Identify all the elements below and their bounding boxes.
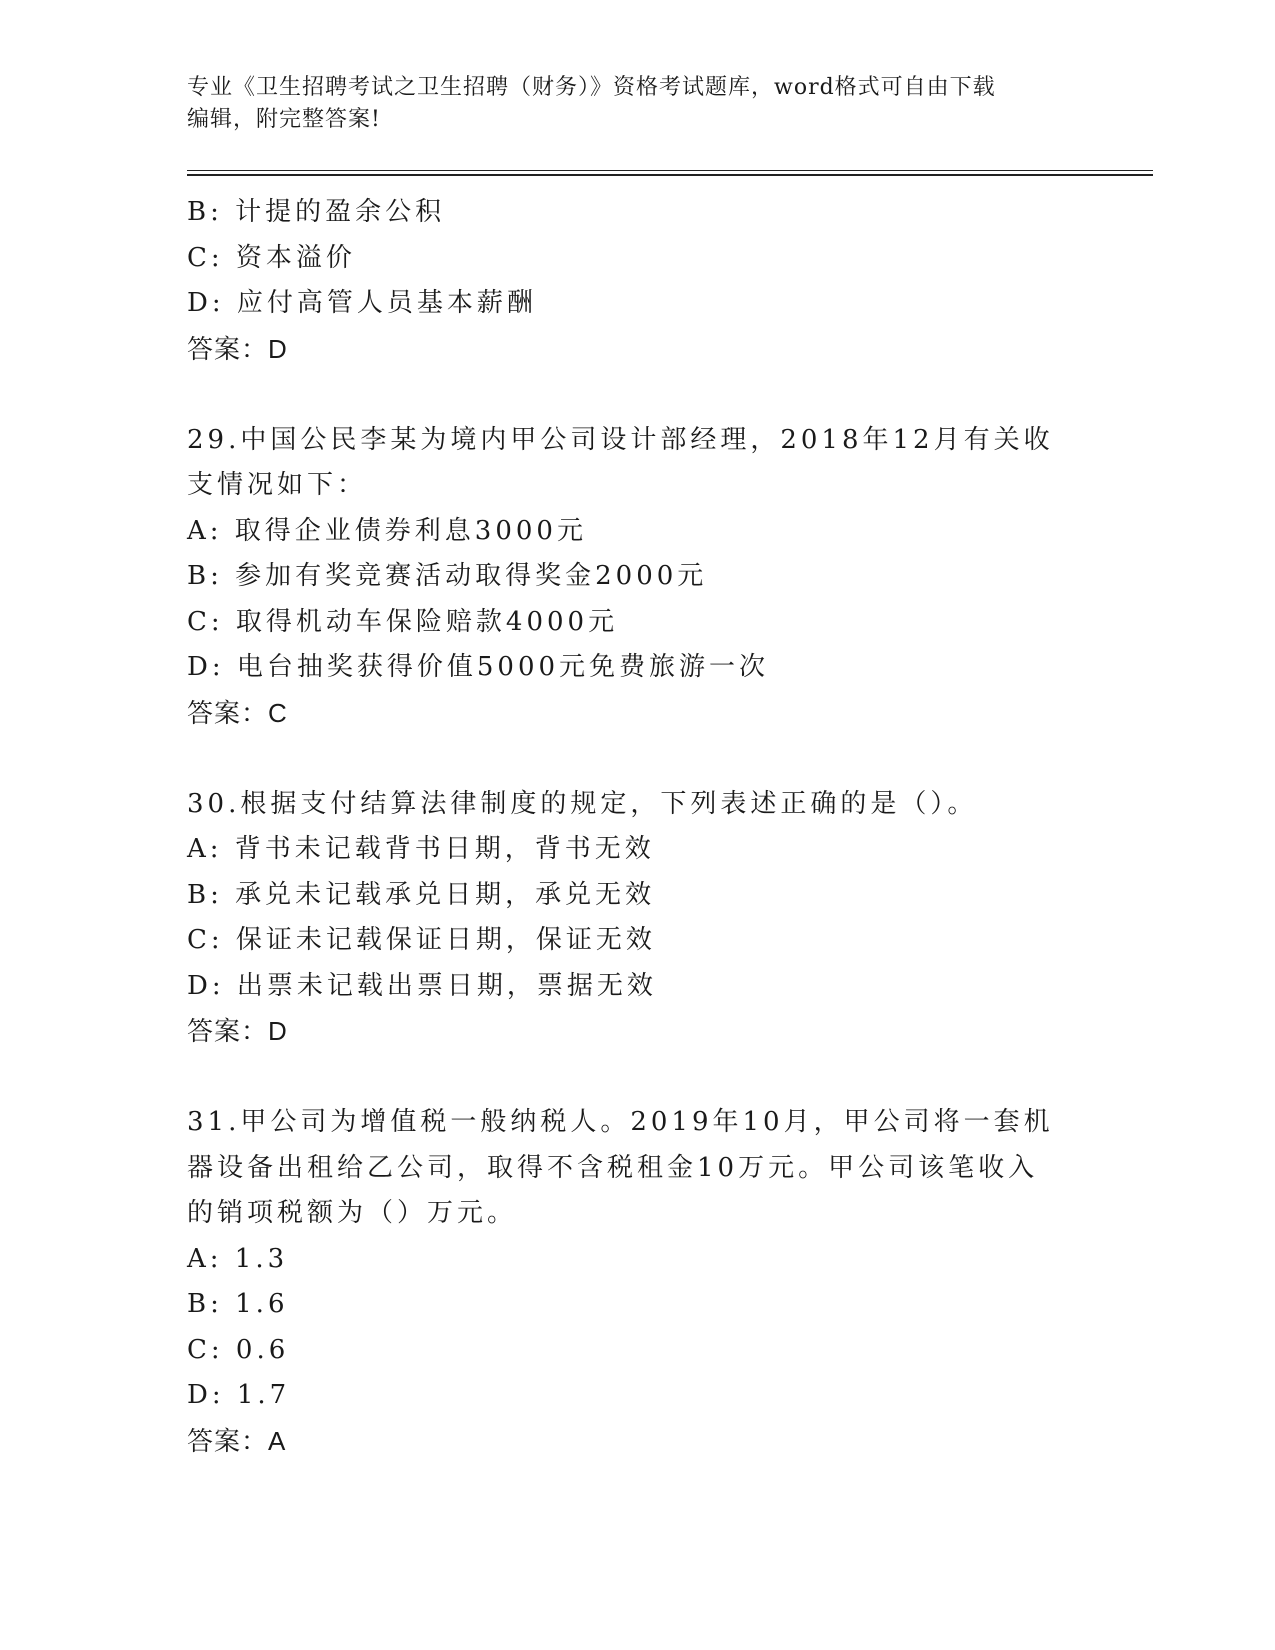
answer-line: 答案：D: [187, 333, 288, 364]
option-d: D: 出票未记载出票日期，票据无效: [187, 970, 657, 1001]
option-a: A: 1.3: [187, 1243, 289, 1274]
header-line-1: 专业《卫生招聘考试之卫生招聘（财务）》资格考试题库，word格式可自由下载: [187, 75, 996, 100]
answer-line: 答案：D: [187, 1016, 288, 1046]
option-b: B: 1.6: [187, 1289, 289, 1319]
option-c: C: 资本溢价: [187, 242, 356, 273]
option-b: B: 计提的盈余公积: [187, 197, 446, 227]
option-a: A: 背书未记载背书日期，背书无效: [187, 834, 655, 864]
option-d: D: 应付高管人员基本薪酬: [187, 288, 537, 318]
header-line-2: 编辑，附完整答案!: [187, 107, 381, 132]
option-c: C: 保证未记载保证日期，保证无效: [187, 925, 656, 955]
option-d: D: 电台抽奖获得价值5000元免费旅游一次: [187, 652, 770, 682]
option-d: D: 1.7: [187, 1380, 291, 1410]
spacer: [187, 372, 1087, 418]
question-block-30: [187, 782, 1087, 1055]
answer-line: 答案：A: [187, 1425, 287, 1456]
option-b: B: 参加有奖竞赛活动取得奖金2000元: [187, 561, 708, 591]
header-rule-thin: [187, 170, 1153, 171]
option-a: A: 取得企业债券利息3000元: [187, 515, 587, 546]
answer-line: 答案：C: [187, 697, 288, 728]
spacer: [187, 1055, 1087, 1101]
prev-question-block: [187, 190, 1087, 372]
question-block-29: [187, 418, 1087, 737]
question-text: 29.中国公民李某为境内甲公司设计部经理，2018年12月有关收支情况如下：: [187, 424, 1054, 500]
question-block-31: [187, 1100, 1087, 1464]
header-rule-thick: [187, 174, 1153, 176]
option-c: C: 取得机动车保险赔款4000元: [187, 606, 619, 637]
document-header: [187, 72, 1087, 136]
question-text: 31.甲公司为增值税一般纳税人。2019年10月，甲公司将一套机器设备出租给乙公司，取得不含税租金10万元。甲公司该笔收入的销项税额为（）万元。: [187, 1107, 1054, 1228]
option-b: B: 承兑未记载承兑日期，承兑无效: [187, 879, 656, 910]
question-content: [187, 190, 1087, 1464]
question-text: 30.根据支付结算法律制度的规定，下列表述正确的是（）。: [187, 788, 978, 819]
spacer: [187, 736, 1087, 782]
option-c: C: 0.6: [187, 1334, 290, 1365]
